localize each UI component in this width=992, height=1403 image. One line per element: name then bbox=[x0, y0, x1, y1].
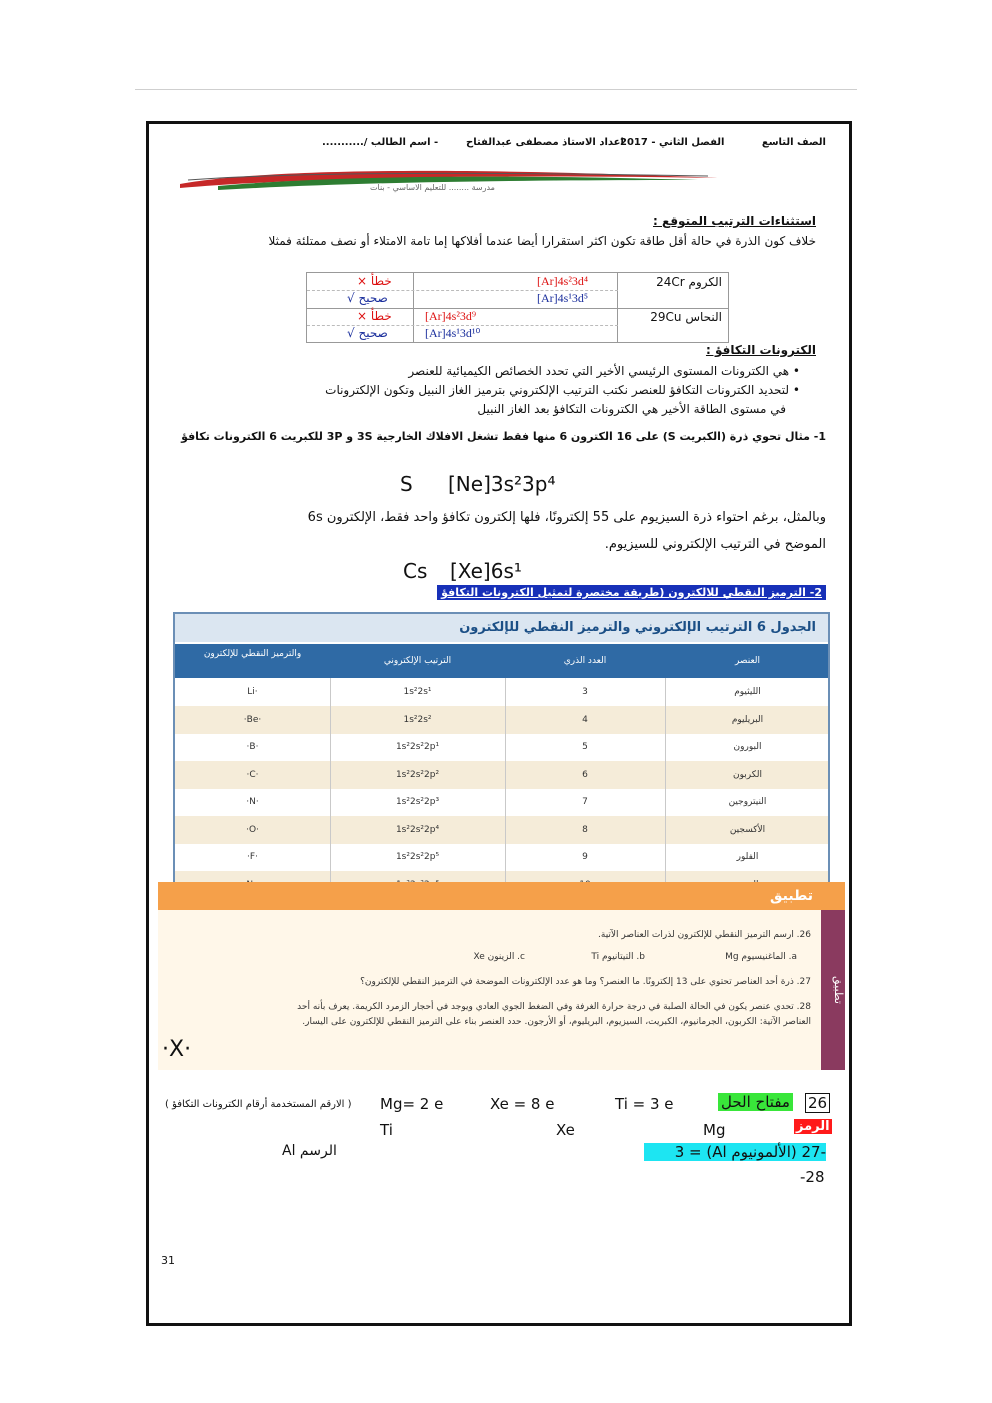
header-student: - اسم الطالب /........... bbox=[322, 137, 439, 148]
electron-dot-table bbox=[173, 612, 830, 884]
question-27: 27. ذرة أحد العناصر تحتوي على 13 إلكترونًا. ما العنصر؟ وما هو عدد الإلكترونات الموضحة في الترميز النقطي للإلكترون؟ bbox=[360, 977, 811, 987]
cu-wrong-mark: خطأ × bbox=[357, 309, 392, 323]
question-26b: b. التيتانيوم Ti bbox=[591, 952, 645, 962]
valence-example-1: 1- مثال تحوي ذرة (الكبريت S) على 16 الكترون 6 منها فقط تشغل الافلاك الخارجية 3S و 3P للكبريت 6 الكترونات تكافؤ bbox=[181, 430, 826, 443]
header-grade: الصف التاسع bbox=[761, 137, 826, 148]
cesium-text-2: الموضح في الترتيب الإلكتروني للسيزيوم. bbox=[604, 537, 826, 552]
cr-right-mark: صحيح √ bbox=[347, 291, 388, 305]
answer-key-label: مفتاح الحل bbox=[718, 1093, 793, 1111]
configuration-cell: 1s²2s¹ bbox=[403, 687, 432, 697]
top-rule bbox=[135, 89, 857, 90]
exceptions-paragraph: خلاف كون الذرة في حالة أقل طاقة تكون اكثر استقرارا أيضا عندما أفلاكها إما تامة الامتلاء أو نصف ممتلئة فمثلا bbox=[268, 234, 816, 248]
element-cell: الفلور bbox=[736, 852, 759, 862]
header-author: اعداد الاستاذ مصطفى عبدالفتاح bbox=[466, 137, 624, 148]
cu-element: النحاس 29Cu bbox=[650, 310, 722, 324]
cu-config-right: [Ar]4s¹3d¹⁰ bbox=[425, 326, 481, 340]
answer-mg: Mg= 2 e bbox=[380, 1095, 444, 1113]
valence-bullet-3: في مستوى الطاقة الأخير هي الكترونات التكافؤ بعد الغاز النبيل bbox=[477, 402, 786, 416]
answer-ti: Ti = 3 e bbox=[615, 1095, 674, 1113]
application-title: تطبيق bbox=[770, 888, 813, 904]
dot-notation-cell: ·Be· bbox=[243, 714, 262, 725]
answer-note: ( الارقم المستخدمة أرقام الكترونات التكافؤ ) bbox=[165, 1099, 352, 1110]
application-side-tab: تطبيق bbox=[821, 910, 845, 1070]
valence-bullet-1: • هي الكترونات المستوى الرئيسي الأخير التي تحدد الخصائص الكيميائية للعنصر bbox=[408, 364, 800, 378]
configuration-cell: 1s²2s²2p² bbox=[395, 769, 440, 780]
atomic-number-cell: 5 bbox=[582, 742, 588, 752]
symbol-mg: Mg bbox=[703, 1121, 726, 1139]
dot-table-title: الجدول 6 الترتيب الإلكتروني والترميز النقطي للإلكترون bbox=[175, 614, 828, 642]
mystery-dot-symbol: ·X· bbox=[162, 1037, 192, 1062]
element-cell: البورون bbox=[733, 742, 762, 752]
question-28: 28. تحدي عنصر يكون في الحالة الصلبة في درجة حرارة الغرفة وفي الضغط الجوي العادي ويوجد في أحجار الزمرد الكريمة. يعرف بأنه أحد العناصر الآتية: الكربون، الجرمانيوم، الكبريت، السيزيوم، البريليوم، أو الأرجون. حدد العنصر بناء على الترميز النقطي للإلكترون على اليسار. bbox=[297, 1002, 811, 1027]
dot-table-row bbox=[175, 733, 828, 761]
page-number: 31 bbox=[161, 1254, 175, 1267]
symbol-xe: Xe bbox=[556, 1121, 575, 1139]
header-dot-notation: والترميز النقطي للإلكترون bbox=[203, 649, 302, 659]
atomic-number-cell: 4 bbox=[582, 714, 588, 725]
atomic-number-cell: 3 bbox=[582, 687, 588, 697]
cr-wrong-mark: خطأ × bbox=[357, 274, 392, 288]
configuration-cell: 1s²2s² bbox=[403, 714, 432, 725]
configuration-cell: 1s²2s²2p⁵ bbox=[395, 852, 440, 862]
valence-title: الكترونات التكافؤ : bbox=[705, 343, 816, 357]
cesium-text-1: وبالمثل، برغم احتواء ذرة السيزيوم على 55 إلكترونًا، فلها إلكترون تكافؤ واحد فقط، الإلكترون 6s bbox=[307, 510, 826, 525]
configuration-cell: 1s²2s²2p¹ bbox=[395, 742, 440, 752]
atomic-number-cell: 8 bbox=[582, 824, 588, 835]
element-cell: النيتروجين bbox=[728, 797, 767, 807]
dot-notation-cell: ·B· bbox=[246, 742, 259, 752]
header-atomic-number: العدد الذري bbox=[563, 656, 607, 666]
dot-table-row bbox=[175, 843, 828, 871]
dot-table-row bbox=[175, 678, 828, 706]
dot-table-row bbox=[175, 788, 828, 816]
cu-config-wrong: [Ar]4s²3d⁹ bbox=[425, 309, 477, 323]
element-cell: البريليوم bbox=[731, 714, 764, 725]
dot-table-row bbox=[175, 816, 828, 844]
atomic-number-cell: 7 bbox=[582, 797, 588, 807]
question-26c: c. الزينون Xe bbox=[473, 952, 525, 962]
dot-notation-cell: ·O· bbox=[246, 824, 259, 835]
question-26a: a. الماغنيسيوم Mg bbox=[725, 952, 797, 962]
dot-table-row bbox=[175, 761, 828, 789]
element-cell: الأكسجين bbox=[729, 824, 766, 835]
sulfur-symbol: S bbox=[400, 472, 413, 496]
symbol-ti: Ti bbox=[380, 1121, 393, 1139]
configuration-cell: 1s²2s²2p³ bbox=[395, 797, 440, 807]
dot-notation-cell: ·N· bbox=[246, 797, 259, 807]
cesium-symbol: Cs bbox=[403, 559, 428, 583]
header-element: العنصر bbox=[734, 656, 761, 666]
dot-table-header bbox=[175, 644, 828, 678]
atomic-number-cell: 9 bbox=[582, 852, 588, 862]
cr-config-wrong: [Ar]4s²3d⁴ bbox=[537, 274, 589, 288]
cu-right-mark: صحيح √ bbox=[347, 326, 388, 340]
element-cell: الكربون bbox=[733, 769, 762, 780]
answer-26-number: 26 bbox=[805, 1093, 830, 1113]
exceptions-title: استثناءات الترتيب المتوقع : bbox=[653, 214, 816, 228]
atomic-number-cell: 6 bbox=[582, 769, 588, 780]
dot-notation-heading: 2- الترميز النقطي للالكترون (طريقة مختصرة لتمثيل الكترونات التكافؤ bbox=[437, 585, 826, 600]
answer-xe: Xe = 8 e bbox=[490, 1095, 555, 1113]
cr-element: الكروم 24Cr bbox=[656, 275, 722, 289]
al-symbol: الرسم Al bbox=[282, 1143, 337, 1159]
question-26: 26. ارسم الترميز النقطي للإلكترون لذرات العناصر الآتية. bbox=[598, 930, 811, 940]
exceptions-table bbox=[306, 272, 729, 343]
dot-table-row bbox=[175, 706, 828, 734]
cesium-config: [Xe]6s¹ bbox=[450, 559, 522, 583]
symbol-label: الرمز bbox=[796, 1119, 830, 1134]
header-term: الفصل الثاني - 2017 bbox=[620, 137, 725, 148]
answer-27: -27 (الألمونيوم Al) = 3 bbox=[644, 1143, 826, 1161]
configuration-cell: 1s²2s²2p⁴ bbox=[395, 824, 440, 835]
answer-28: -28 bbox=[800, 1168, 825, 1186]
header-school: مدرسة ........ للتعليم الاساسي - بنات bbox=[370, 183, 495, 192]
valence-bullet-2: • لتحديد الكترونات التكافؤ للعنصر نكتب الترتيب الإلكتروني بترميز الغاز النبيل وتكون الإلكترونات bbox=[325, 383, 800, 397]
dot-notation-cell: ·C· bbox=[246, 769, 259, 780]
element-cell: الليثيوم bbox=[734, 687, 761, 697]
sulfur-config: [Ne]3s²3p⁴ bbox=[448, 472, 556, 496]
header-configuration: الترتيب الإلكتروني bbox=[383, 656, 452, 666]
cr-config-right: [Ar]4s¹3d⁵ bbox=[537, 291, 589, 305]
application-panel bbox=[158, 882, 845, 1070]
dot-notation-cell: ·F· bbox=[247, 852, 258, 862]
dot-notation-cell: Li· bbox=[247, 687, 258, 697]
